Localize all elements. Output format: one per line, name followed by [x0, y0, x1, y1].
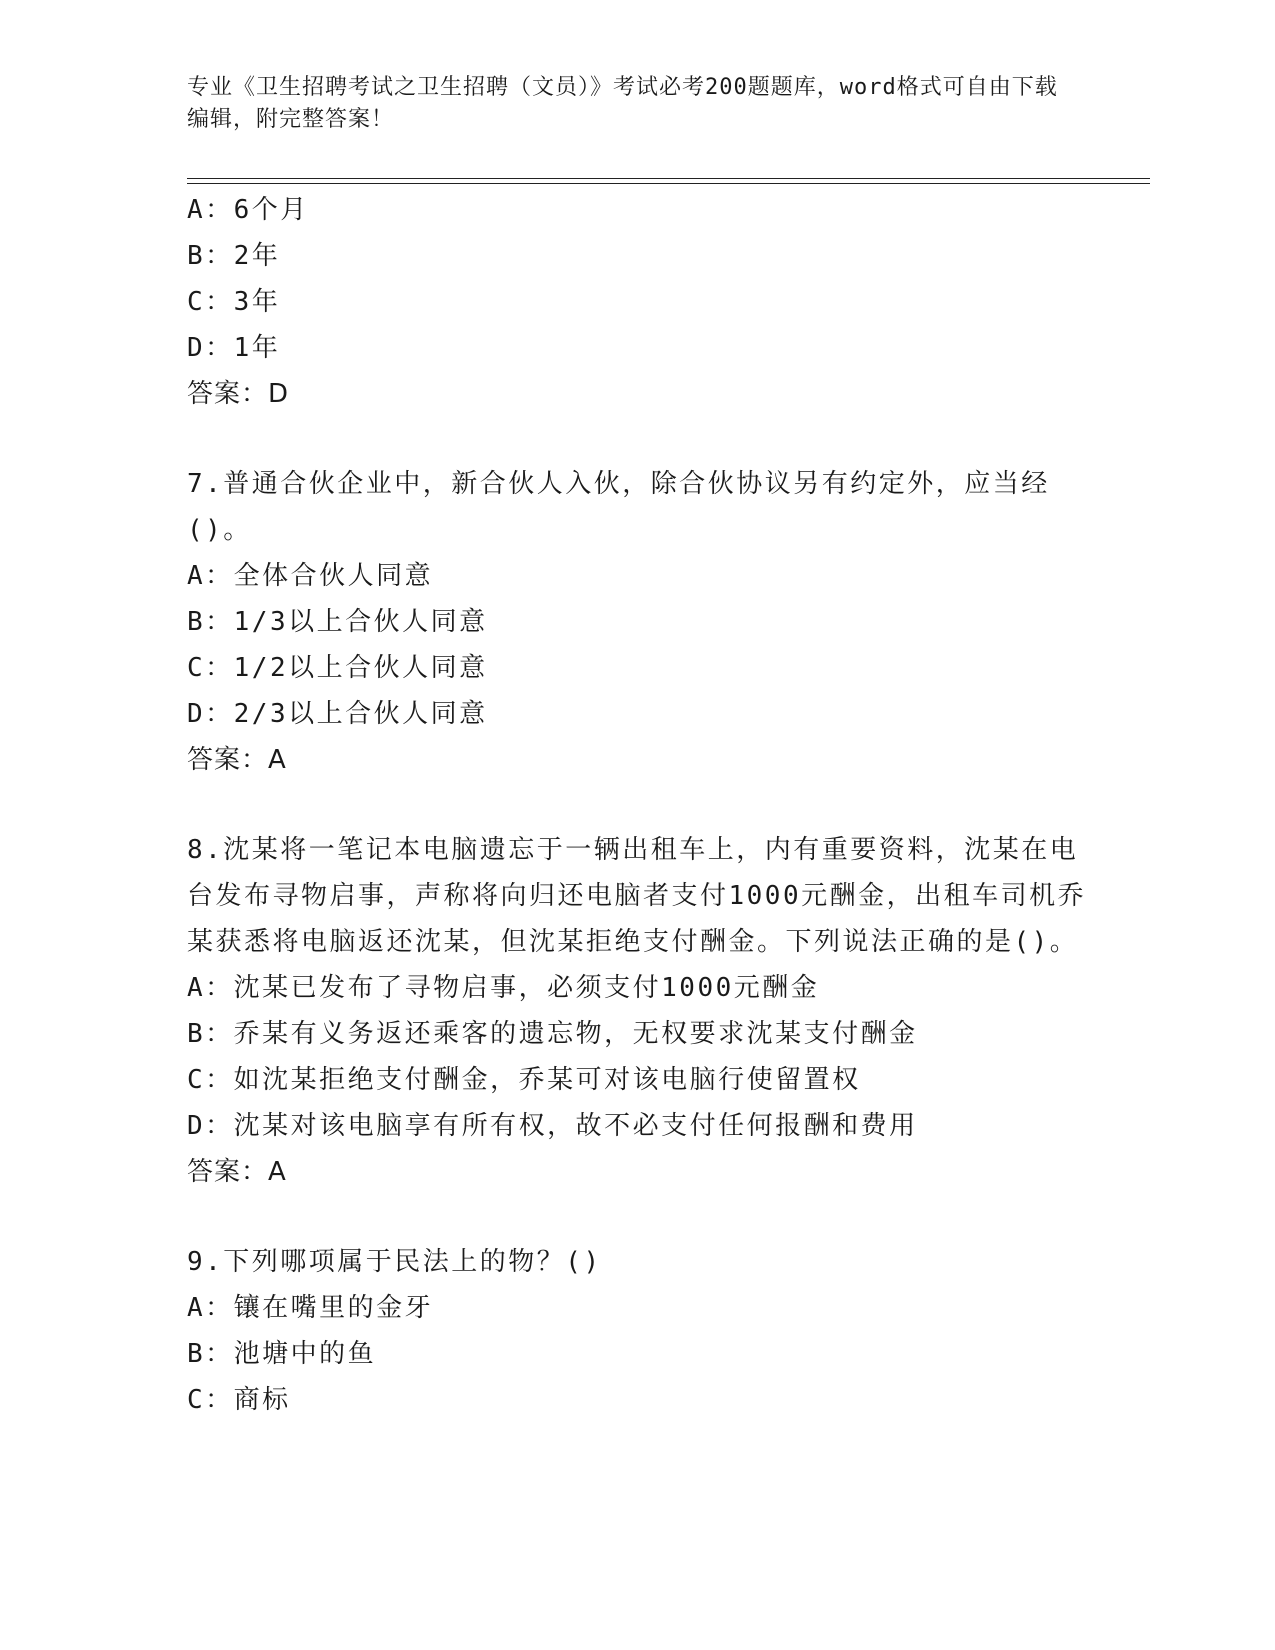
question-7	[187, 461, 1087, 783]
option-b: B：乔某有义务返还乘客的遗忘物，无权要求沈某支付酬金	[187, 1019, 918, 1049]
option-d: D：1年	[187, 333, 281, 363]
option-a: A：沈某已发布了寻物启事，必须支付1000元酬金	[187, 973, 820, 1003]
header-rule-top	[187, 178, 1150, 179]
question-text: 9.下列哪项属于民法上的物？()	[187, 1247, 602, 1277]
answer-line: 答案：D	[187, 379, 290, 409]
question-6	[187, 187, 1087, 417]
option-a: A：6个月	[187, 195, 309, 225]
option-d: D：2/3以上合伙人同意	[187, 699, 488, 729]
question-content	[187, 187, 1087, 1423]
option-a: A：镶在嘴里的金牙	[187, 1293, 434, 1323]
header-rule-bottom	[187, 183, 1150, 184]
answer-line: 答案：A	[187, 745, 287, 775]
spacer	[187, 417, 1087, 461]
option-b: B：池塘中的鱼	[187, 1339, 377, 1369]
option-c: C：如沈某拒绝支付酬金，乔某可对该电脑行使留置权	[187, 1065, 861, 1095]
question-text: 7.普通合伙企业中，新合伙人入伙，除合伙协议另有约定外，应当经()。	[187, 469, 1050, 545]
option-c: C：3年	[187, 287, 281, 317]
answer-line: 答案：A	[187, 1157, 287, 1187]
option-c: C：1/2以上合伙人同意	[187, 653, 488, 683]
question-8	[187, 827, 1087, 1195]
document-header: 专业《卫生招聘考试之卫生招聘（文员）》考试必考200题题库，word格式可自由下载编辑，附完整答案！	[187, 75, 1058, 132]
question-text: 8.沈某将一笔记本电脑遗忘于一辆出租车上，内有重要资料，沈某在电台发布寻物启事，声称将向归还电脑者支付1000元酬金，出租车司机乔某获悉将电脑返还沈某，但沈某拒绝支付酬金。下列说法正确的是()。	[187, 835, 1087, 957]
option-b: B：2年	[187, 241, 281, 271]
option-a: A：全体合伙人同意	[187, 561, 434, 591]
option-c: C：商标	[187, 1385, 291, 1415]
option-b: B：1/3以上合伙人同意	[187, 607, 488, 637]
spacer	[187, 1195, 1087, 1239]
spacer	[187, 783, 1087, 827]
question-9	[187, 1239, 1087, 1423]
option-d: D：沈某对该电脑享有所有权，故不必支付任何报酬和费用	[187, 1111, 918, 1141]
